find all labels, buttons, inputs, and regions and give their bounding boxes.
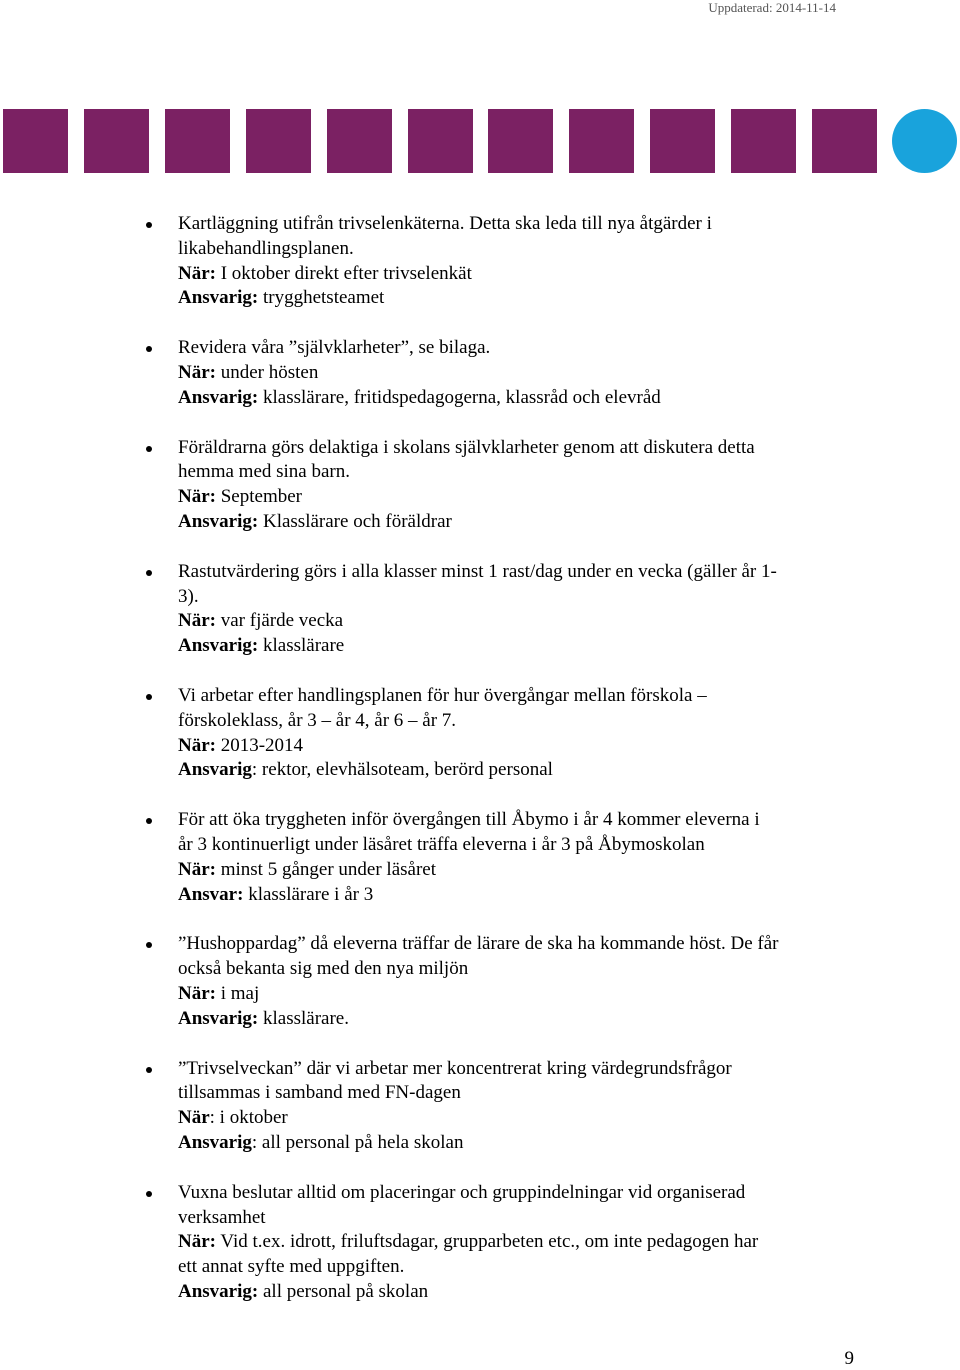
field-label: När: (178, 486, 216, 508)
banner-square (84, 109, 149, 173)
line-text: Kartläggning utifrån trivselenkäterna. Detta ska leda till nya åtgärder i (178, 213, 712, 234)
banner-square (731, 109, 796, 173)
list-item (0, 1181, 960, 1305)
line-text: Klasslärare och föräldrar (258, 510, 452, 532)
banner-square (327, 109, 392, 173)
line-text: klasslärare. (258, 1007, 349, 1029)
list-item (0, 212, 960, 311)
line-text: all personal på skolan (258, 1280, 429, 1302)
action-list (0, 212, 960, 1330)
color-banner (3, 109, 960, 173)
item-line (178, 1007, 960, 1032)
bullet-icon (146, 818, 152, 824)
line-text: Revidera våra ”självklarheter”, se bilaga. (178, 337, 491, 359)
field-label: När: (178, 982, 216, 1004)
item-line (178, 1181, 960, 1206)
field-label: Ansvarig (178, 759, 252, 781)
line-text: likabehandlingsplanen. (178, 237, 354, 259)
list-item (0, 336, 960, 410)
item-line (178, 336, 960, 361)
bullet-icon (146, 1191, 152, 1197)
line-text: minst 5 gånger under läsåret (215, 858, 436, 880)
list-item (0, 932, 960, 1031)
item-line (178, 560, 960, 585)
line-text: i maj (215, 982, 260, 1004)
item-line (178, 1131, 960, 1156)
line-text: : all personal på hela skolan (251, 1131, 464, 1153)
item-line (178, 957, 960, 982)
field-label: När (178, 1107, 210, 1129)
line-text: klasslärare i år 3 (243, 883, 374, 905)
bullet-icon (146, 694, 152, 700)
list-item (0, 808, 960, 907)
line-text: I oktober direkt efter trivselenkät (215, 262, 472, 284)
item-line (178, 883, 960, 908)
item-line (178, 1081, 960, 1106)
item-line (178, 1057, 960, 1082)
line-text: förskoleklass, år 3 – år 4, år 6 – år 7. (178, 709, 457, 731)
line-text: hemma med sina barn. (178, 461, 351, 483)
banner-square (3, 109, 68, 173)
item-line (178, 684, 960, 709)
line-text: klasslärare, fritidspedagogerna, klassråd och elevråd (258, 386, 661, 408)
field-label: Ansvarig: (178, 1280, 259, 1302)
field-label: När: (178, 361, 216, 383)
item-line (178, 1106, 960, 1131)
bullet-icon (146, 1067, 152, 1073)
field-label: Ansvarig: (178, 510, 259, 532)
item-line (178, 932, 960, 957)
banner-square (650, 109, 715, 173)
line-text: år 3 kontinuerligt under läsåret träffa eleverna i år 3 på Åbymoskolan (178, 833, 705, 855)
line-text: : rektor, elevhälsoteam, berörd personal (251, 759, 553, 781)
page-number: 9 (844, 1348, 854, 1369)
line-text: ”Trivselveckan” där vi arbetar mer koncentrerat kring värdegrundsfrågor (178, 1057, 732, 1079)
banner-circle (892, 109, 957, 173)
list-item (0, 684, 960, 783)
item-line (178, 1206, 960, 1231)
item-line (178, 386, 960, 411)
line-text: tillsammas i samband med FN-dagen (178, 1082, 461, 1104)
line-text: verksamhet (178, 1206, 266, 1228)
bullet-icon (146, 942, 152, 948)
line-text: också bekanta sig med den nya miljön (178, 958, 469, 980)
item-line (178, 1280, 960, 1305)
item-line (178, 758, 960, 783)
field-label: När: (178, 1231, 216, 1253)
field-label: När: (178, 262, 216, 284)
banner-square (408, 109, 473, 173)
line-text: 2013-2014 (215, 734, 304, 756)
item-line (178, 585, 960, 610)
line-text: Vid t.ex. idrott, friluftsdagar, grupparbeten etc., om inte pedagogen har (215, 1231, 759, 1253)
line-text: Vi arbetar efter handlingsplanen för hur övergångar mellan förskola – (178, 684, 707, 706)
line-text: 3). (178, 585, 199, 607)
field-label: Ansvarig: (178, 635, 259, 657)
item-line (178, 634, 960, 659)
item-line (178, 734, 960, 759)
line-text: : i oktober (209, 1107, 288, 1129)
line-text: ett annat syfte med uppgiften. (178, 1256, 405, 1278)
updated-date: Uppdaterad: 2014-11-14 (708, 0, 836, 15)
banner-square (165, 109, 230, 173)
item-line (178, 1230, 960, 1255)
banner-square (569, 109, 634, 173)
line-text: var fjärde vecka (215, 610, 344, 632)
item-line (178, 212, 960, 237)
item-line (178, 286, 960, 311)
list-item (0, 436, 960, 535)
item-line (178, 510, 960, 535)
item-line (178, 833, 960, 858)
item-line (178, 262, 960, 287)
field-label: Ansvarig (178, 1131, 252, 1153)
item-line (178, 460, 960, 485)
line-text: trygghetsteamet (258, 287, 385, 309)
item-line (178, 709, 960, 734)
item-line (178, 982, 960, 1007)
bullet-icon (146, 446, 152, 452)
item-line (178, 436, 960, 461)
banner-square (812, 109, 877, 173)
line-text: under hösten (215, 361, 319, 383)
field-label: Ansvar: (178, 883, 244, 905)
line-text: Föräldrarna görs delaktiga i skolans självklarheter genom att diskutera detta (178, 436, 755, 458)
item-line (178, 1255, 960, 1280)
line-text: Rastutvärdering görs i alla klasser minst 1 rast/dag under en vecka (gäller år 1- (178, 560, 777, 582)
item-line (178, 485, 960, 510)
field-label: När: (178, 734, 216, 756)
item-line (178, 808, 960, 833)
field-label: När: (178, 858, 216, 880)
item-line (178, 609, 960, 634)
field-label: Ansvarig: (178, 287, 259, 309)
bullet-icon (146, 570, 152, 576)
field-label: Ansvarig: (178, 1007, 259, 1029)
list-item (0, 560, 960, 659)
bullet-icon (146, 222, 152, 228)
banner-square (488, 109, 553, 173)
list-item (0, 1057, 960, 1156)
banner-square (246, 109, 311, 173)
item-line (178, 361, 960, 386)
line-text: September (215, 486, 302, 508)
bullet-icon (146, 346, 152, 352)
line-text: ”Hushoppardag” då eleverna träffar de lärare de ska ha kommande höst. De får (178, 933, 779, 955)
field-label: Ansvarig: (178, 386, 259, 408)
line-text: klasslärare (258, 635, 345, 657)
field-label: När: (178, 610, 216, 632)
item-line (178, 858, 960, 883)
line-text: För att öka tryggheten inför övergången till Åbymo i år 4 kommer eleverna i (178, 809, 760, 831)
item-line (178, 237, 960, 262)
line-text: Vuxna beslutar alltid om placeringar och gruppindelningar vid organiserad (178, 1181, 746, 1203)
